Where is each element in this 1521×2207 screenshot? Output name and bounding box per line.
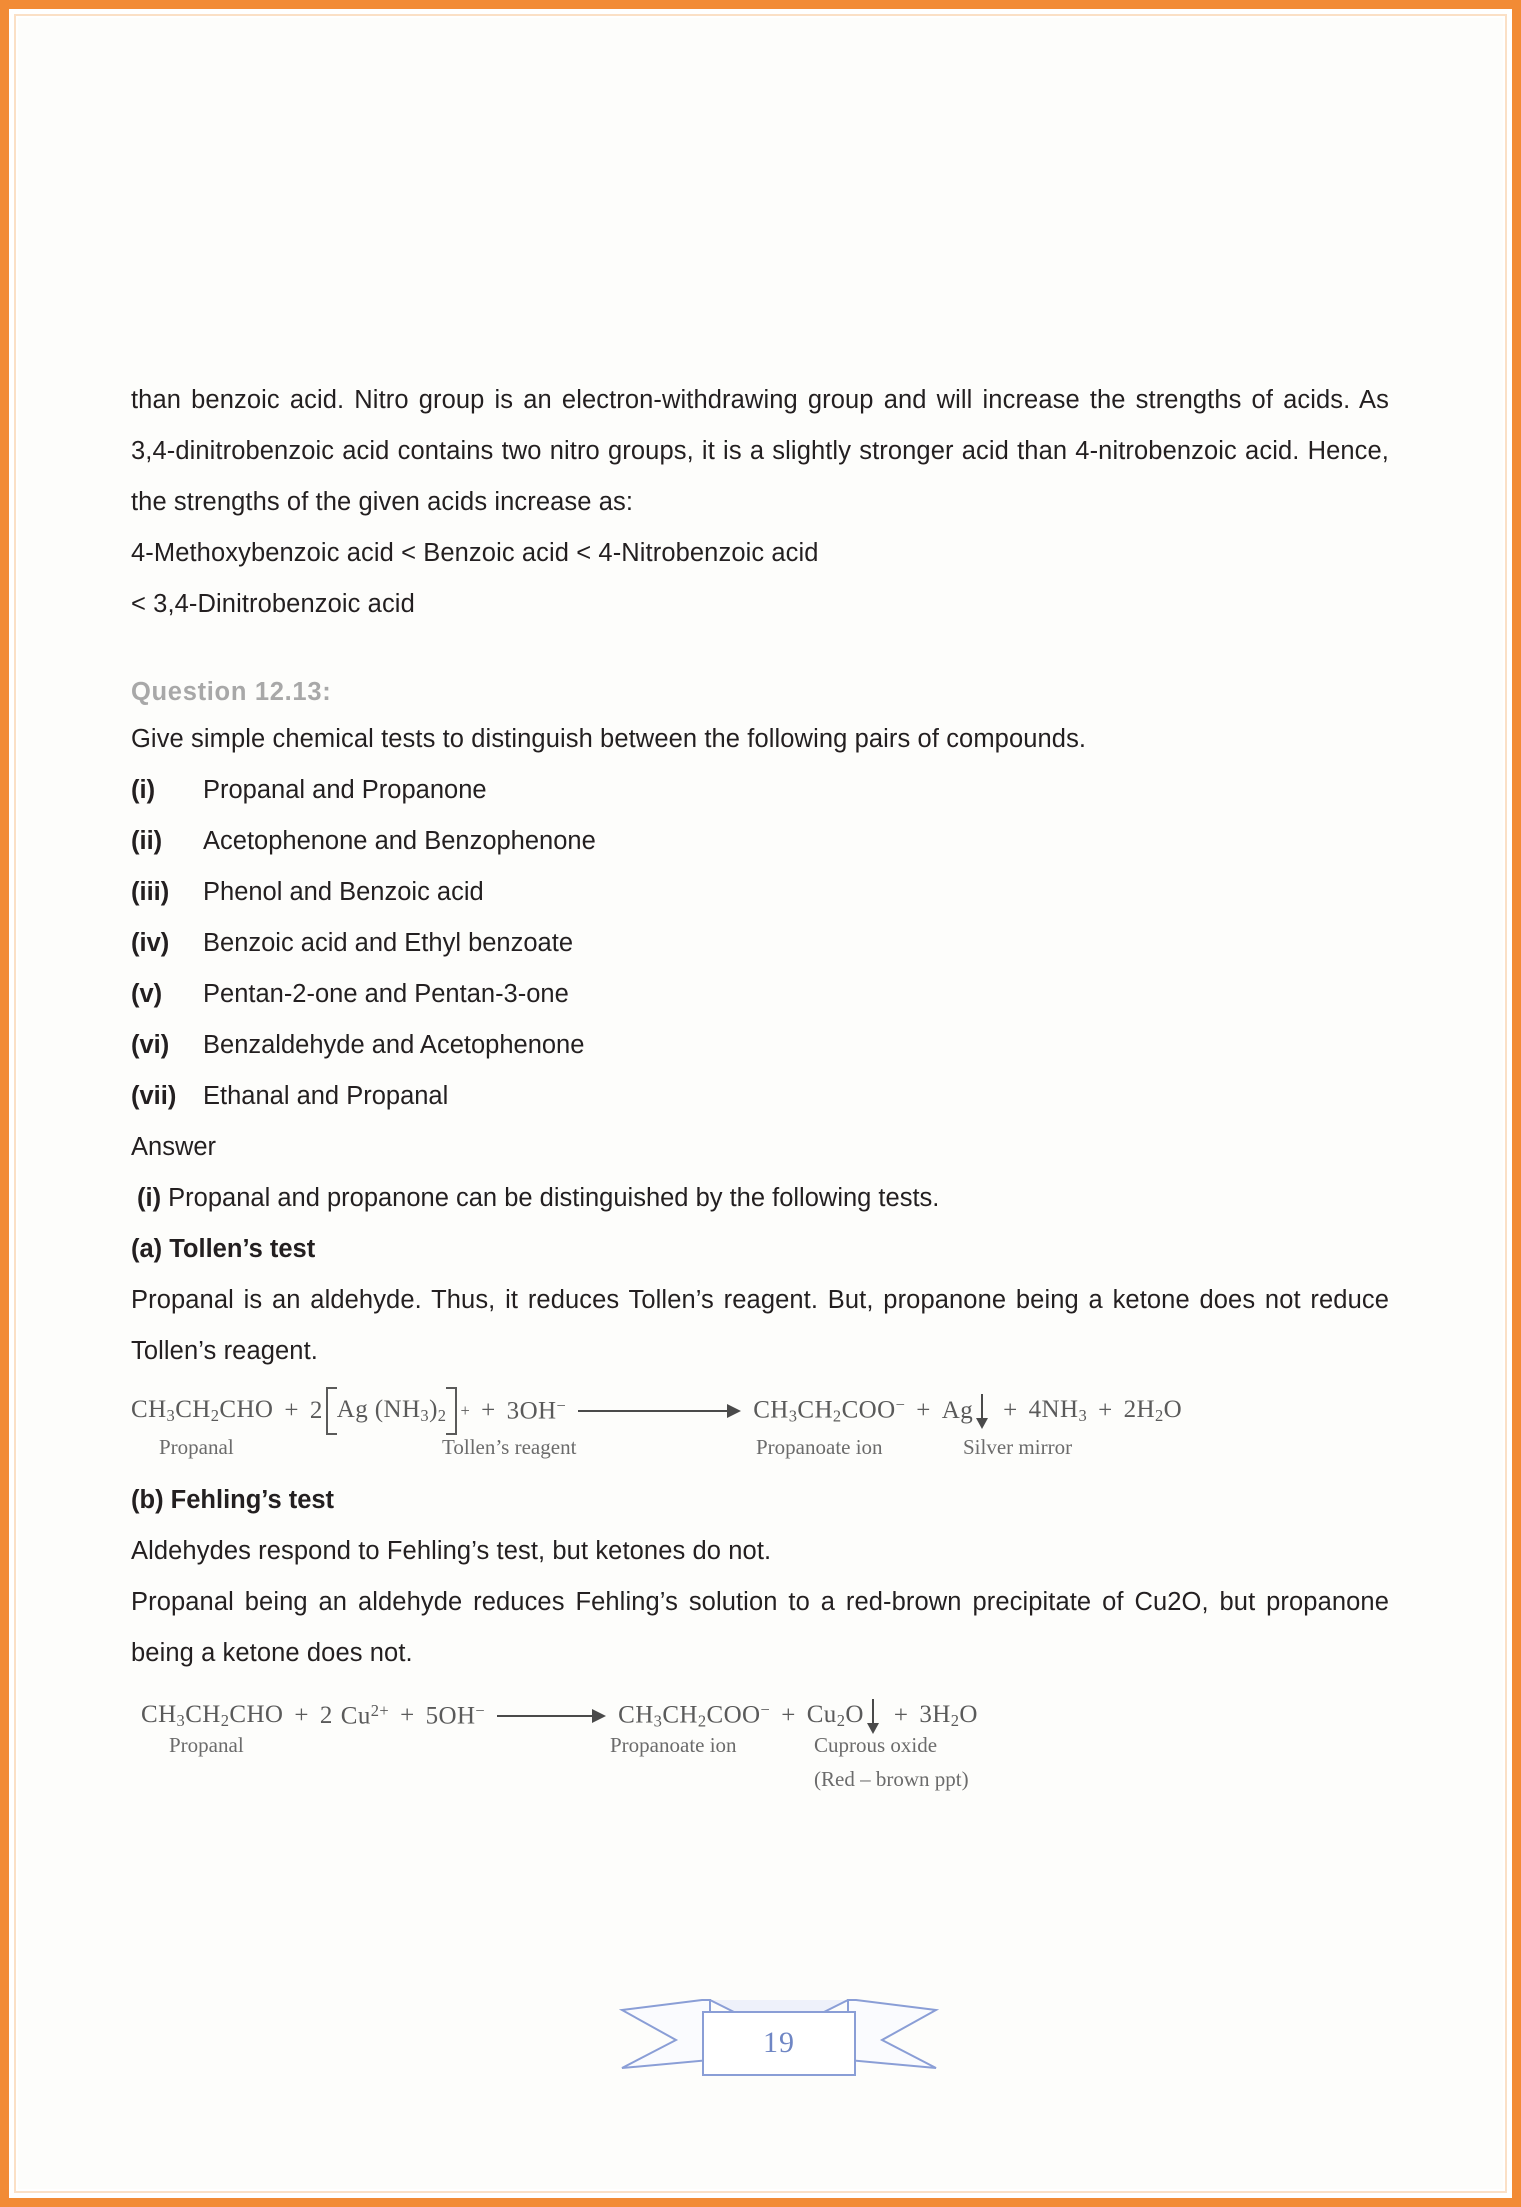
eq-plus: + bbox=[284, 1397, 299, 1425]
equation-gap bbox=[131, 1679, 1389, 1699]
tollens-equation-block bbox=[131, 1387, 1389, 1475]
list-item bbox=[131, 969, 1389, 1020]
eq-plus: + bbox=[916, 1397, 931, 1425]
eq-label-propanoate-ion: Propanoate ion bbox=[756, 1435, 883, 1460]
answer-sub-text: Propanal and propanone can be distinguished by the following tests. bbox=[168, 1184, 940, 1212]
list-item-marker: (vii) bbox=[131, 1082, 177, 1110]
tollens-equation-labels bbox=[131, 1435, 1389, 1475]
eq-reactant-propanal: $CH_3CH_2CHO$ bbox=[141, 1701, 284, 1731]
eq-plus: + bbox=[400, 1702, 415, 1730]
eq-hydroxide: 3OH− bbox=[506, 1396, 567, 1425]
acid-strength-order-line1: 4-Methoxybenzoic acid < Benzoic acid < 4-Nitrobenzoic acid bbox=[131, 539, 819, 567]
fehlings-equation-block bbox=[131, 1699, 1389, 1797]
eq-copper-ion: $Cu^{2+}$ bbox=[340, 1701, 390, 1730]
list-item-label: Propanal and Propanone bbox=[203, 776, 487, 804]
page-number-text: 19 bbox=[763, 2026, 795, 2059]
list-item-label: Benzoic acid and Ethyl benzoate bbox=[203, 929, 573, 957]
eq-label-propanal: Propanal bbox=[169, 1733, 244, 1758]
section-gap bbox=[131, 630, 1389, 670]
tollens-equation bbox=[131, 1387, 1389, 1435]
eq-complex-charge: + bbox=[460, 1401, 471, 1421]
fehlings-paragraph-2: Propanal being an aldehyde reduces Fehling’s solution to a red-brown precipitate of Cu2O, but propanone being a ketone does not. bbox=[131, 1588, 1389, 1668]
eq-label-propanal: Propanal bbox=[159, 1435, 234, 1460]
precipitate-down-arrow-icon bbox=[867, 1699, 880, 1733]
question-heading: Question 12.13: bbox=[131, 678, 332, 706]
reaction-arrow-icon bbox=[497, 1709, 606, 1723]
tollens-test-paragraph: Propanal is an aldehyde. Thus, it reduces Tollen’s reagent. But, propanone being a ketone does not reduce Tollen’s reagent. bbox=[131, 1286, 1389, 1365]
eq-tollens-complex bbox=[326, 1387, 458, 1435]
page-content bbox=[131, 375, 1389, 1797]
eq-water: $3H_2O$ bbox=[919, 1701, 978, 1731]
list-item-label: Ethanal and Propanal bbox=[203, 1082, 449, 1110]
list-item bbox=[131, 1020, 1389, 1071]
list-item-marker: (vi) bbox=[131, 1031, 170, 1059]
answer-sub-marker: (i) bbox=[137, 1184, 162, 1212]
list-item-marker: (i) bbox=[131, 776, 156, 804]
eq-label-red-brown-ppt: (Red – brown ppt) bbox=[814, 1767, 969, 1792]
reaction-arrow-icon bbox=[578, 1404, 741, 1418]
list-item-marker: (ii) bbox=[131, 827, 163, 855]
eq-silver: Ag bbox=[941, 1397, 974, 1425]
eq-coefficient: 2 bbox=[319, 1702, 333, 1730]
eq-label-silver-mirror: Silver mirror bbox=[963, 1435, 1073, 1460]
list-item-label: Pentan-2-one and Pentan-3-one bbox=[203, 980, 569, 1008]
equation-gap bbox=[131, 1377, 1389, 1387]
fehlings-equation bbox=[141, 1699, 1389, 1733]
eq-plus: + bbox=[781, 1702, 796, 1730]
precipitate-down-arrow-icon bbox=[976, 1394, 989, 1428]
fehlings-test-heading: (b) Fehling’s test bbox=[131, 1486, 335, 1515]
list-item bbox=[131, 765, 1389, 816]
eq-water: $2H_2O$ bbox=[1123, 1396, 1183, 1426]
fehlings-equation-labels bbox=[141, 1733, 1389, 1767]
eq-label-tollens-reagent: Tollen’s reagent bbox=[442, 1435, 577, 1460]
eq-complex-formula: Ag $(NH_3)_2$ bbox=[336, 1396, 447, 1426]
question-pairs-list bbox=[131, 765, 1389, 1122]
eq-plus: + bbox=[294, 1702, 309, 1730]
eq-hydroxide: 5OH− bbox=[425, 1701, 486, 1730]
eq-label-cuprous-oxide: Cuprous oxide bbox=[814, 1733, 938, 1758]
list-item-marker: (v) bbox=[131, 980, 163, 1008]
question-prompt: Give simple chemical tests to distinguish between the following pairs of compounds. bbox=[131, 725, 1087, 753]
list-item bbox=[131, 816, 1389, 867]
list-item-label: Acetophenone and Benzophenone bbox=[203, 827, 596, 855]
eq-plus: + bbox=[1003, 1397, 1018, 1425]
eq-reactant-propanal: $CH_3CH_2CHO$ bbox=[131, 1396, 274, 1426]
eq-ammonia: $4NH_3$ bbox=[1028, 1396, 1088, 1426]
eq-product-propanoate: $CH_3CH_2COO^-$ bbox=[753, 1395, 906, 1426]
acid-strength-order-line2: < 3,4-Dinitrobenzoic acid bbox=[131, 590, 415, 618]
eq-plus: + bbox=[481, 1397, 496, 1425]
list-item-label: Benzaldehyde and Acetophenone bbox=[203, 1031, 585, 1059]
eq-plus: + bbox=[893, 1702, 909, 1730]
list-item bbox=[131, 918, 1389, 969]
answer-sub-item bbox=[131, 1173, 1389, 1224]
answer-label: Answer bbox=[131, 1133, 217, 1161]
list-item-marker: (iii) bbox=[131, 878, 170, 906]
fehlings-paragraph-1: Aldehydes respond to Fehling’s test, but ketones do not. bbox=[131, 1537, 772, 1566]
tollens-test-heading: (a) Tollen’s test bbox=[131, 1235, 316, 1263]
eq-coefficient: 2 bbox=[309, 1397, 323, 1425]
eq-plus: + bbox=[1098, 1397, 1113, 1425]
list-item bbox=[131, 867, 1389, 918]
list-item bbox=[131, 1071, 1389, 1122]
eq-label-propanoate-ion: Propanoate ion bbox=[610, 1733, 737, 1758]
intro-paragraph: than benzoic acid. Nitro group is an electron-withdrawing group and will increase the strengths of acids. As 3,4-dinitrobenzoic acid contains two nitro groups, it is a slightly stronger acid than 4-nitrobenzoic acid. Hence, the strengths of the given acids increase as: bbox=[131, 386, 1389, 516]
eq-product-propanoate: $CH_3CH_2COO^-$ bbox=[618, 1700, 771, 1731]
list-item-marker: (iv) bbox=[131, 929, 170, 957]
page-number-ribbon bbox=[614, 1978, 944, 2083]
eq-cuprous-oxide: $Cu_2O$ bbox=[806, 1701, 864, 1731]
list-item-label: Phenol and Benzoic acid bbox=[203, 878, 484, 906]
